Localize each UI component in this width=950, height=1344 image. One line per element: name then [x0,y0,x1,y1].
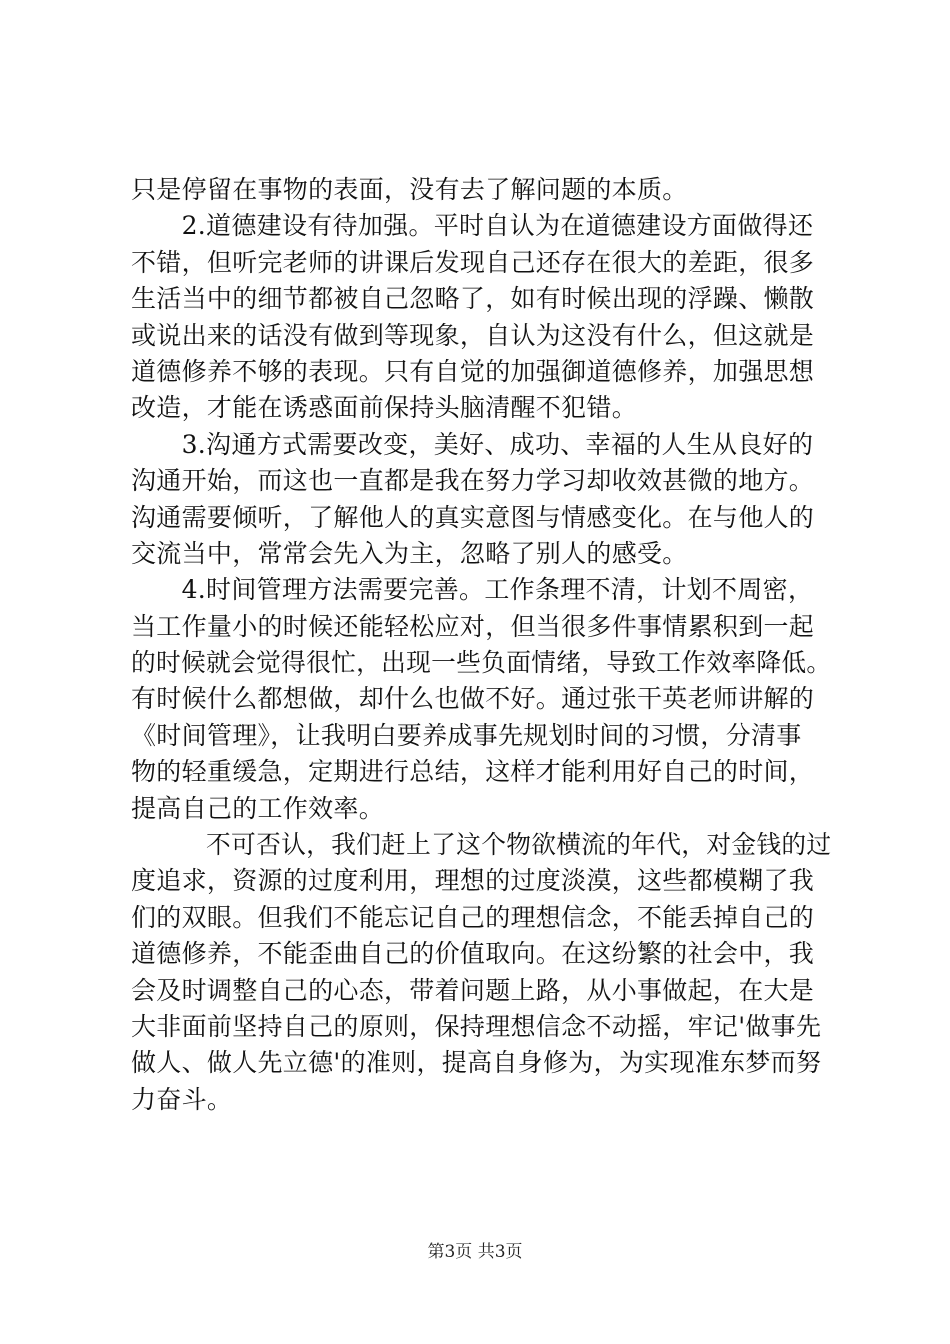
text-line: 沟通开始，而这也一直都是我在努力学习却收效甚微的地方。 [131,466,815,496]
text-line: 改造，才能在诱惑面前保持头脑清醒不犯错。 [131,393,638,423]
text-line: 或说出来的话没有做到等现象，自认为这没有什么，但这就是 [131,320,815,350]
text-line: 不错，但听完老师的讲课后发现自己还存在很大的差距，很多 [131,247,815,277]
text-line: 大非面前坚持自己的原则，保持理想信念不动摇，牢记'做事先 [131,1011,822,1041]
text-line: 道德修养不够的表现。只有自觉的加强御道德修养，加强思想 [131,356,815,386]
text-line: 交流当中，常常会先入为主，忽略了别人的感受。 [131,538,688,568]
text-line: 生活当中的细节都被自己忽略了，如有时候出现的浮躁、懒散 [131,284,815,314]
text-line: 度追求，资源的过度利用，理想的过度淡漠，这些都模糊了我 [131,866,815,896]
document-body [131,172,831,1118]
text-line: 不可否认，我们赶上了这个物欲横流的年代，对金钱的过 [131,830,832,860]
text-line: 《时间管理》，让我明白要养成事先规划时间的习惯，分清事 [131,720,802,750]
text-line: 沟通需要倾听，了解他人的真实意图与情感变化。在与他人的 [131,502,815,532]
text-line: 提高自己的工作效率。 [131,793,385,823]
text-line: 力奋斗。 [131,1084,233,1114]
text-line: 当工作量小的时候还能轻松应对，但当很多件事情累积到一起 [131,611,815,641]
text-line: 4.时间管理方法需要完善。工作条理不清，计划不周密， [131,575,814,605]
text-line: 有时候什么都想做，却什么也做不好。通过张干英老师讲解的 [131,684,815,714]
text-line: 的时候就会觉得很忙，出现一些负面情绪，导致工作效率降低。 [131,648,832,678]
text-line: 道德修养，不能歪曲自己的价值取向。在这纷繁的社会中，我 [131,939,815,969]
text-line: 做人、做人先立德'的准则，提高自身修为，为实现准东梦而努 [131,1048,822,1078]
text-line: 们的双眼。但我们不能忘记自己的理想信念，不能丢掉自己的 [131,902,815,932]
page-number-footer: 第3页 共3页 [427,1242,523,1262]
text-line: 物的轻重缓急，定期进行总结，这样才能利用好自己的时间， [131,757,815,787]
text-line: 会及时调整自己的心态，带着问题上路，从小事做起，在大是 [131,975,815,1005]
text-line: 只是停留在事物的表面，没有去了解问题的本质。 [131,175,688,204]
text-line: 2.道德建设有待加强。平时自认为在道德建设方面做得还 [131,211,814,241]
text-line: 3.沟通方式需要改变，美好、成功、幸福的人生从良好的 [131,429,814,459]
